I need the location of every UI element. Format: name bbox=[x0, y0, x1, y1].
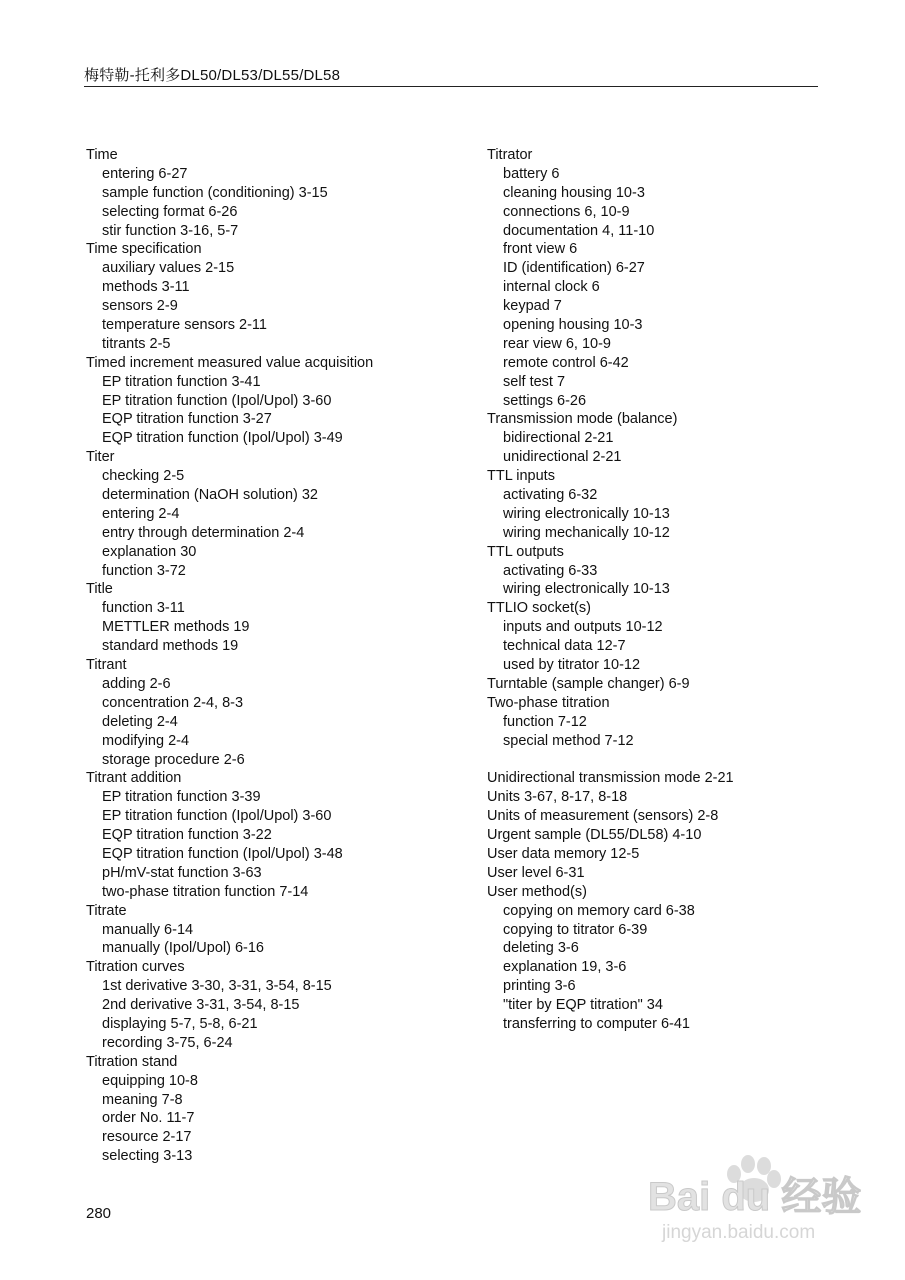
index-term: Urgent sample (DL55/DL58) 4-10 bbox=[487, 827, 702, 844]
index-subentry: EQP titration function (Ipol/Upol) 3-49 bbox=[102, 430, 343, 447]
index-subentry: auxiliary values 2-15 bbox=[102, 260, 235, 277]
index-subentry: titrants 2-5 bbox=[102, 335, 171, 352]
index-subentry: equipping 10-8 bbox=[102, 1072, 198, 1089]
index-subentry: sample function (conditioning) 3-15 bbox=[102, 184, 328, 201]
index-subentry: printing 3-6 bbox=[503, 978, 576, 995]
index-term: TTLIO socket(s) bbox=[487, 600, 591, 617]
index-subentry: battery 6 bbox=[503, 165, 560, 182]
index-subentry: manually (Ipol/Upol) 6-16 bbox=[102, 940, 264, 957]
index-term: Unidirectional transmission mode 2-21 bbox=[487, 770, 734, 787]
index-term: Units of measurement (sensors) 2-8 bbox=[487, 808, 719, 825]
index-subentry: EP titration function 3-41 bbox=[102, 373, 261, 390]
index-subentry: storage procedure 2-6 bbox=[102, 751, 245, 768]
index-subentry: checking 2-5 bbox=[102, 468, 185, 485]
index-subentry: METTLER methods 19 bbox=[102, 619, 250, 636]
index-subentry: bidirectional 2-21 bbox=[503, 430, 614, 447]
index-column-right bbox=[487, 146, 847, 1034]
index-term: Units 3-67, 8-17, 8-18 bbox=[487, 789, 628, 806]
index-term: User data memory 12-5 bbox=[487, 845, 640, 862]
index-subentry: explanation 30 bbox=[102, 543, 197, 560]
index-subentry: self test 7 bbox=[503, 373, 566, 390]
index-subentry: EP titration function (Ipol/Upol) 3-60 bbox=[102, 392, 332, 409]
index-term: Time bbox=[86, 147, 118, 163]
index-subentry: concentration 2-4, 8-3 bbox=[102, 694, 244, 711]
index-term: Titrant addition bbox=[86, 770, 182, 787]
index-subentry: activating 6-32 bbox=[503, 487, 598, 504]
index-subentry: entering 2-4 bbox=[102, 505, 180, 522]
index-subentry: standard methods 19 bbox=[102, 638, 239, 655]
index-subentry: manually 6-14 bbox=[102, 921, 194, 938]
index-subentry: selecting 3-13 bbox=[102, 1148, 193, 1165]
index-subentry: entering 6-27 bbox=[102, 165, 188, 182]
index-subentry: special method 7-12 bbox=[503, 732, 634, 749]
index-column-left bbox=[86, 146, 466, 1166]
index-subentry: wiring electronically 10-13 bbox=[503, 505, 670, 522]
index-term: User method(s) bbox=[487, 883, 587, 900]
index-subentry: 2nd derivative 3-31, 3-54, 8-15 bbox=[102, 997, 300, 1014]
index-term: TTL inputs bbox=[487, 468, 555, 485]
index-term: Titrant bbox=[86, 657, 127, 674]
index-subentry: cleaning housing 10-3 bbox=[503, 184, 645, 201]
index-subentry: order No. 11-7 bbox=[102, 1110, 195, 1127]
index-term: Timed increment measured value acquisition bbox=[86, 354, 374, 371]
header-rule bbox=[84, 86, 818, 87]
index-subentry: activating 6-33 bbox=[503, 562, 598, 579]
index-subentry: displaying 5-7, 5-8, 6-21 bbox=[102, 1015, 258, 1032]
index-term: Title bbox=[86, 581, 113, 598]
index-subentry: stir function 3-16, 5-7 bbox=[102, 222, 239, 239]
index-term: Titrate bbox=[86, 902, 127, 919]
index-term: Two-phase titration bbox=[487, 694, 610, 711]
index-term: User level 6-31 bbox=[487, 864, 585, 881]
page-number: 280 bbox=[86, 1205, 112, 1222]
index-subentry: EQP titration function 3-27 bbox=[102, 411, 272, 428]
index-subentry: two-phase titration function 7-14 bbox=[102, 883, 309, 900]
baidu-jingyan-watermark bbox=[640, 1146, 870, 1246]
index-subentry: 1st derivative 3-30, 3-31, 3-54, 8-15 bbox=[102, 978, 332, 995]
index-subentry: wiring mechanically 10-12 bbox=[503, 524, 670, 541]
index-subentry: function 3-72 bbox=[102, 562, 186, 579]
index-subentry: deleting 2-4 bbox=[102, 713, 178, 730]
index-subentry: sensors 2-9 bbox=[102, 298, 178, 315]
index-term: Turntable (sample changer) 6-9 bbox=[487, 675, 690, 692]
watermark-brand: Bai du 经验 bbox=[648, 1175, 862, 1219]
index-subentry: pH/mV-stat function 3-63 bbox=[102, 864, 262, 881]
index-subentry: copying on memory card 6-38 bbox=[503, 902, 695, 919]
index-subentry: rear view 6, 10-9 bbox=[503, 335, 611, 352]
index-subentry: keypad 7 bbox=[503, 298, 562, 315]
index-subentry: EQP titration function 3-22 bbox=[102, 827, 272, 844]
index-subentry: unidirectional 2-21 bbox=[503, 449, 622, 466]
index-term: TTL outputs bbox=[487, 543, 564, 560]
index-term: Titration curves bbox=[86, 959, 185, 976]
watermark-url: jingyan.baidu.com bbox=[662, 1222, 816, 1243]
index-subentry: methods 3-11 bbox=[102, 279, 190, 296]
index-subentry: modifying 2-4 bbox=[102, 732, 190, 749]
index-subentry: opening housing 10-3 bbox=[503, 317, 643, 334]
index-subentry: deleting 3-6 bbox=[503, 940, 579, 957]
index-term: Transmission mode (balance) bbox=[487, 411, 678, 428]
running-header-title: 梅特勒-托利多DL50/DL53/DL55/DL58 bbox=[84, 67, 341, 84]
index-subentry: technical data 12-7 bbox=[503, 638, 626, 655]
index-term: Titrator bbox=[487, 147, 533, 163]
index-subentry: entry through determination 2-4 bbox=[102, 524, 305, 541]
index-subentry: EP titration function (Ipol/Upol) 3-60 bbox=[102, 808, 332, 825]
index-subentry: internal clock 6 bbox=[503, 279, 600, 296]
index-term: Titer bbox=[86, 449, 115, 466]
index-subentry: transferring to computer 6-41 bbox=[503, 1015, 690, 1032]
index-subentry: temperature sensors 2-11 bbox=[102, 317, 267, 334]
index-subentry: resource 2-17 bbox=[102, 1129, 192, 1146]
index-gap bbox=[487, 751, 847, 770]
index-subentry: inputs and outputs 10-12 bbox=[503, 619, 663, 636]
index-subentry: adding 2-6 bbox=[102, 675, 171, 692]
index-subentry: selecting format 6-26 bbox=[102, 203, 238, 220]
index-subentry: front view 6 bbox=[503, 241, 578, 258]
index-subentry: EP titration function 3-39 bbox=[102, 789, 261, 806]
index-subentry: copying to titrator 6-39 bbox=[503, 921, 648, 938]
index-subentry: "titer by EQP titration" 34 bbox=[503, 997, 663, 1014]
index-subentry: wiring electronically 10-13 bbox=[503, 581, 670, 598]
index-subentry: function 7-12 bbox=[503, 713, 587, 730]
index-term: Time specification bbox=[86, 241, 202, 258]
index-term: Titration stand bbox=[86, 1053, 178, 1070]
index-subentry: used by titrator 10-12 bbox=[503, 657, 641, 674]
index-subentry: recording 3-75, 6-24 bbox=[102, 1034, 233, 1051]
index-subentry: function 3-11 bbox=[102, 600, 185, 617]
index-subentry: meaning 7-8 bbox=[102, 1091, 183, 1108]
index-subentry: remote control 6-42 bbox=[503, 354, 629, 371]
index-subentry: determination (NaOH solution) 32 bbox=[102, 487, 318, 504]
index-subentry: explanation 19, 3-6 bbox=[503, 959, 627, 976]
index-subentry: connections 6, 10-9 bbox=[503, 203, 630, 220]
index-subentry: EQP titration function (Ipol/Upol) 3-48 bbox=[102, 845, 343, 862]
index-subentry: ID (identification) 6-27 bbox=[503, 260, 645, 277]
index-subentry: documentation 4, 11-10 bbox=[503, 222, 655, 239]
index-subentry: settings 6-26 bbox=[503, 392, 587, 409]
